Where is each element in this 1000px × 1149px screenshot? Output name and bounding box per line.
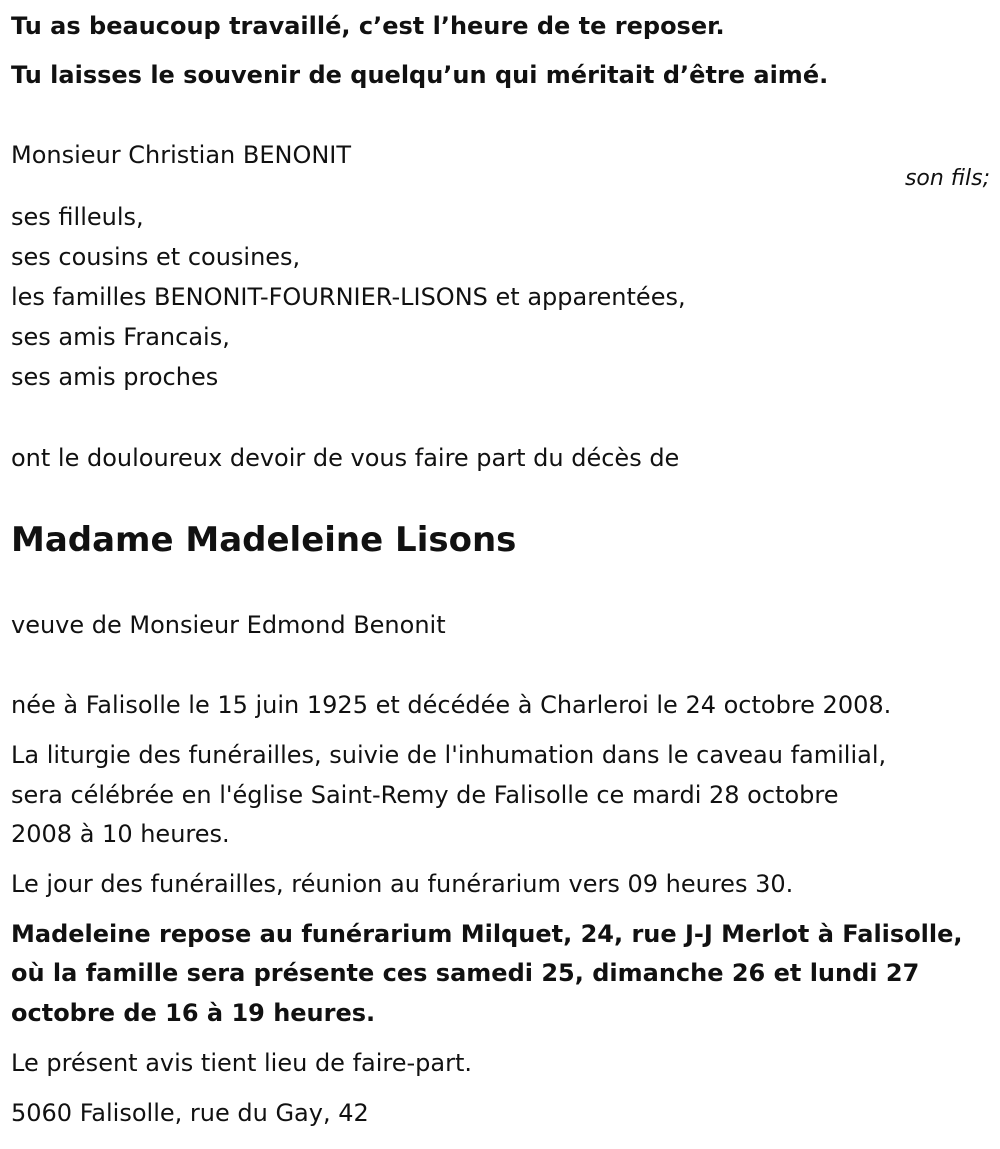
- epitaph-line-2: Tu laisses le souvenir de quelqu’un qui méritait d’être aimé.: [11, 61, 829, 89]
- repose-line: Madeleine repose au funérarium Milquet, 24, rue J-J Merlot à Falisolle,: [11, 920, 963, 948]
- widow-of-text: veuve de Monsieur Edmond Benonit: [11, 611, 446, 639]
- liturgy-line: 2008 à 10 heures.: [11, 820, 230, 848]
- announcement-text: ont le douloureux devoir de vous faire part du décès de: [11, 444, 680, 472]
- son-name: Monsieur Christian BENONIT: [11, 141, 352, 169]
- repose-line: octobre de 16 à 19 heures.: [11, 999, 376, 1027]
- family-member-line: ses amis Francais,: [11, 323, 230, 351]
- repose-line: où la famille sera présente ces samedi 25, dimanche 26 et lundi 27: [11, 959, 920, 987]
- liturgy-line: La liturgie des funérailles, suivie de l'inhumation dans le caveau familial,: [11, 741, 887, 769]
- family-member-line: ses amis proches: [11, 363, 219, 391]
- gathering-text: Le jour des funérailles, réunion au funérarium vers 09 heures 30.: [11, 870, 794, 898]
- address-text: 5060 Falisolle, rue du Gay, 42: [11, 1099, 369, 1127]
- birth-death-text: née à Falisolle le 15 juin 1925 et décédée à Charleroi le 24 octobre 2008.: [11, 691, 892, 719]
- family-member-line: ses filleuls,: [11, 203, 144, 231]
- epitaph-line-1: Tu as beaucoup travaillé, c’est l’heure de te reposer.: [11, 12, 725, 40]
- deceased-name: Madame Madeleine Lisons: [11, 520, 517, 560]
- son-relation: son fils;: [904, 166, 990, 191]
- notice-text: Le présent avis tient lieu de faire-part.: [11, 1049, 473, 1077]
- family-member-line: ses cousins et cousines,: [11, 243, 301, 271]
- liturgy-line: sera célébrée en l'église Saint-Remy de Falisolle ce mardi 28 octobre: [11, 781, 839, 809]
- family-member-line: les familles BENONIT-FOURNIER-LISONS et apparentées,: [11, 283, 686, 311]
